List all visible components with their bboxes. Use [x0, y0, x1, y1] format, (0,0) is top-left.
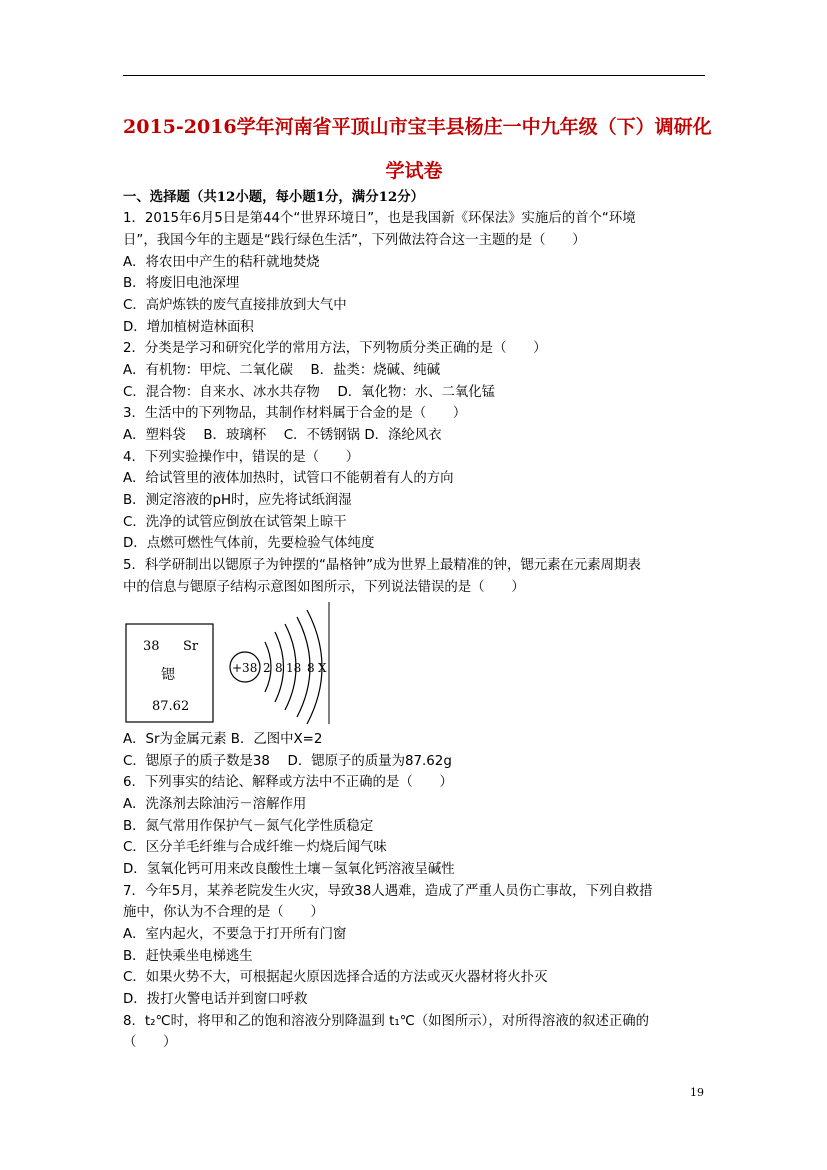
option-line: C．洗净的试管应倒放在试管架上晾干 [123, 515, 347, 530]
option-line: A．洗涤剂去除油污－溶解作用 [123, 797, 307, 812]
shell-electrons-4: 8 [307, 661, 315, 675]
option-line: B．测定溶液的pH时，应先将试纸润湿 [123, 493, 352, 508]
question-line: 中的信息与锶原子结构示意图如图所示，下列说法错误的是（ ） [123, 580, 525, 595]
option-line: C．高炉炼铁的废气直接排放到大气中 [123, 298, 347, 313]
option-line: B．将废旧电池深埋 [123, 276, 240, 291]
atomic-number: 38 [143, 639, 160, 654]
option-line: C．区分羊毛纤维与合成纤维－灼烧后闻气味 [123, 840, 387, 855]
option-line: C．如果火势不大，可根据起火原因选择合适的方法或灭火器材将火扑灭 [123, 970, 548, 985]
shell-electrons-3: 18 [286, 661, 302, 675]
atomic-mass: 87.62 [152, 699, 190, 714]
option-line: D．氢氧化钙可用来改良酸性土壤－氢氧化钙溶液呈碱性 [123, 862, 455, 877]
question-line: 3．生活中的下列物品，其制作材料属于合金的是（ ） [123, 406, 467, 421]
question-line: 7．今年5月，某养老院发生火灾，导致38人遇难，造成了严重人员伤亡事故，下列自救措 [123, 884, 653, 899]
question-line: 4．下列实验操作中，错误的是（ ） [123, 450, 360, 465]
option-line: A．塑料袋 B．玻璃杯 C．不锈钢锅 D．涤纶风衣 [123, 428, 442, 443]
element-name: 锶 [161, 667, 175, 683]
option-line: B．赶快乘坐电梯逃生 [123, 949, 253, 964]
page-title-line-1: 2015-2016学年河南省平顶山市宝丰县杨庄一中九年级（下）调研化 [123, 116, 712, 138]
option-line: A．Sr为金属元素 B．乙图中X=2 [123, 732, 323, 747]
question-line: 8．t₂℃时，将甲和乙的饱和溶液分别降温到 t₁℃（如图所示），对所得溶液的叙述正确的 [123, 1014, 650, 1029]
option-line: C．锶原子的质子数是38 D．锶原子的质量为87.62g [123, 754, 452, 769]
page-title-line-2: 学试卷 [385, 160, 443, 182]
strontium-figure [125, 602, 331, 724]
option-line: B．氮气常用作保护气－氮气化学性质稳定 [123, 819, 374, 834]
question-line: 2．分类是学习和研究化学的常用方法，下列物质分类正确的是（ ） [123, 341, 547, 356]
option-line: A．将农田中产生的秸秆就地焚烧 [123, 255, 320, 270]
option-line: C．混合物：自来水、冰水共存物 D．氧化物：水、二氧化锰 [123, 385, 496, 400]
header-rule [123, 75, 705, 76]
question-line: 6．下列事实的结论、解释或方法中不正确的是（ ） [123, 775, 453, 790]
shell-electrons-1: 2 [263, 661, 271, 675]
option-line: A．室内起火，不要急于打开所有门窗 [123, 927, 347, 942]
option-line: D．拨打火警电话并到窗口呼救 [123, 992, 308, 1007]
page-number: 19 [690, 1086, 704, 1099]
question-line: 施中，你认为不合理的是（ ） [123, 905, 324, 920]
option-line: A．有机物：甲烷、二氧化碳 B．盐类：烧碱、纯碱 [123, 363, 441, 378]
shell-electrons-5: X [318, 661, 327, 675]
question-line: 5．科学研制出以锶原子为钟摆的“晶格钟”成为世界上最精准的钟，锶元素在元素周期表 [123, 558, 641, 573]
option-line: D．增加植树造林面积 [123, 320, 254, 335]
section-heading: 一、选择题（共12小题，每小题1分，满分12分） [123, 189, 425, 205]
option-line: D．点燃可燃性气体前，先要检验气体纯度 [123, 536, 375, 551]
element-symbol: Sr [183, 639, 199, 654]
shell-electrons-2: 8 [275, 661, 283, 675]
text-line: 1．2015年6月5日是第44个“世界环境日”，也是我国新《环保法》实施后的首个“环境 [123, 211, 636, 226]
text-line: 日”，我国今年的主题是“践行绿色生活”，下列做法符合这一主题的是（ ） [123, 233, 586, 248]
option-line: A．给试管里的液体加热时，试管口不能朝着有人的方向 [123, 471, 454, 486]
question-line: （ ） [123, 1035, 177, 1050]
nucleus-charge: +38 [232, 661, 258, 675]
